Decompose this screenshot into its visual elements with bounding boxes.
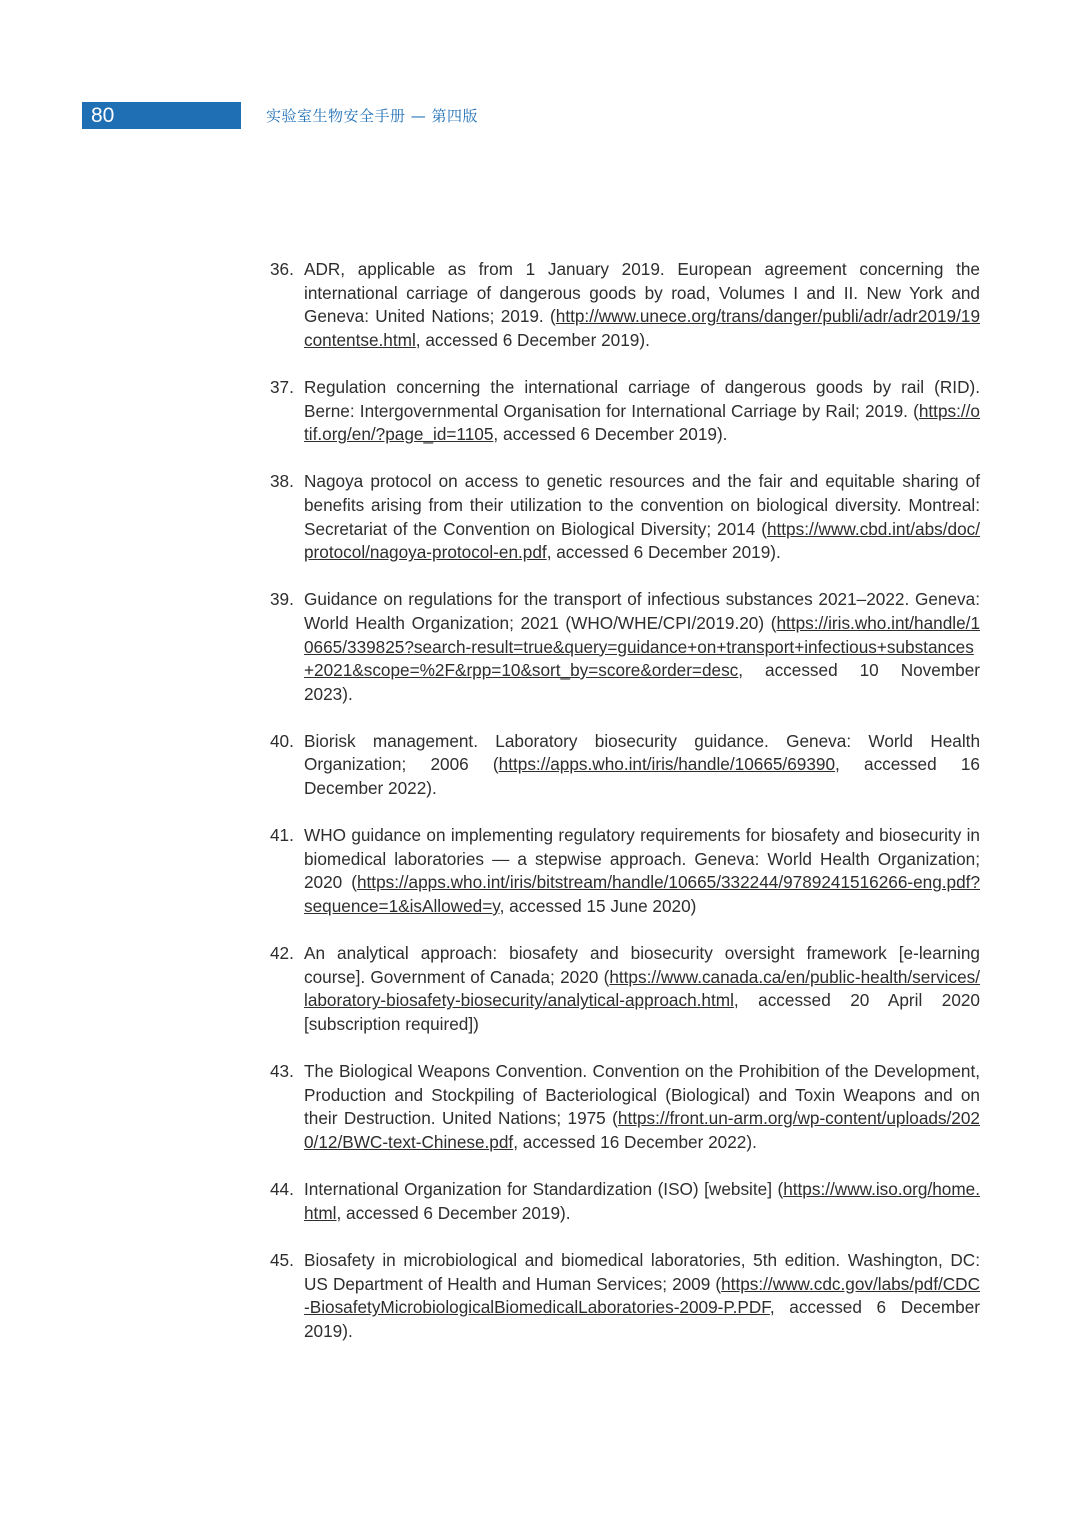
reference-accessed: , accessed 6 December 2019). [336,1202,571,1223]
reference-text: WHO guidance on implementing regulatory requirements for biosafety and biosecurity in biomedical laboratories — a stepwise approach. Geneva: World Health Organization; 2020 ( [304,825,980,893]
reference-number: 41. [270,825,294,846]
reference-text: Regulation concerning the international carriage of dangerous goods by rail (RID). Berne: Intergovernmental Organisation for International Carriage by Rail; 2019. ( [304,376,980,421]
reference-link[interactable]: https://apps.who.int/iris/bitstream/handle/10665/332244/9789241516266-eng.pdf?sequence=1&isAllowed=y [304,872,980,917]
reference-text: The Biological Weapons Convention. Convention on the Prohibition of the Development, Production and Stockpiling of Bacteriological (Biological) and Toxin Weapons and on their Destruction. United Nations; 1975 ( [304,1061,980,1129]
reference-link[interactable]: https://otif.org/en/?page_id=1105 [304,400,980,445]
reference-accessed: , accessed 16 December 2022). [513,1131,757,1152]
reference-accessed: , accessed 6 December 2019). [415,329,650,350]
running-title: 实验室生物安全手册 — 第四版 [266,107,479,125]
reference-link[interactable]: http://www.unece.org/trans/danger/publi/adr/adr2019/19contentse.html [304,306,980,350]
reference-text: Guidance on regulations for the transport of infectious substances 2021–2022. Geneva: World Health Organization; 2021 (WHO/WHE/CPI/2019.20) ( [304,589,980,633]
reference-link[interactable]: https://www.canada.ca/en/public-health/services/laboratory-biosafety-biosecurity/analytical-approach.html [304,966,980,1011]
reference-accessed: , accessed 10 November 2023). [304,660,980,704]
reference-text: Nagoya protocol on access to genetic resources and the fair and equitable sharing of benefits arising from their utilization to the convention on biological diversity. Montreal: Secretariat of the Convention on Biological Diversity; 2014 ( [304,471,980,539]
reference-accessed: , accessed 6 December 2019). [304,1297,980,1341]
reference-accessed: , accessed 15 June 2020) [499,896,697,917]
reference-number: 40. [270,730,294,751]
reference-text: International Organization for Standardization (ISO) [website] ( [304,1179,784,1200]
reference-item-44 [268,1178,980,1225]
reference-number: 42. [270,943,294,964]
page-number: 80 [82,102,241,129]
reference-number: 36. [270,259,294,279]
reference-accessed: , accessed 16 December 2022). [304,754,980,799]
reference-text: Biosafety in microbiological and biomedical laboratories, 5th edition. Washington, DC: US Department of Health and Human Services; 2009 ( [304,1249,980,1294]
reference-text: Biorisk management. Laboratory biosecurity guidance. Geneva: World Health Organization; 2006 ( [304,730,980,775]
reference-list [268,258,980,1367]
reference-number: 43. [270,1061,294,1082]
reference-number: 38. [270,471,294,492]
reference-number: 45. [270,1249,294,1270]
reference-item-36 [268,258,980,352]
page-header [0,0,1080,140]
reference-item-37 [268,376,980,447]
reference-item-39 [268,588,980,706]
reference-accessed: , accessed 20 April 2020 [subscription required]) [304,990,980,1034]
reference-number: 37. [270,376,294,397]
reference-accessed: , accessed 6 December 2019). [546,542,781,563]
reference-link[interactable]: https://front.un-arm.org/wp-content/uploads/2020/12/BWC-text-Chinese.pdf [304,1108,980,1152]
reference-link[interactable]: https://iris.who.int/handle/10665/339825?search-result=true&query=guidance+on+transport+infectious+substances+2021&scope=%2F&rpp=10&sort_by=score&order=desc [304,612,980,681]
reference-item-38 [268,470,980,564]
reference-number: 44. [270,1179,294,1200]
reference-item-45 [268,1249,980,1343]
reference-item-40 [268,730,980,801]
reference-item-43 [268,1060,980,1154]
reference-text: ADR, applicable as from 1 January 2019. European agreement concerning the international carriage of dangerous goods by road, Volumes I and II. New York and Geneva: United Nations; 2019. ( [304,259,980,327]
reference-item-41 [268,824,980,918]
reference-link[interactable]: https://apps.who.int/iris/handle/10665/69390 [498,754,836,775]
reference-item-42 [268,942,980,1036]
reference-link[interactable]: https://www.iso.org/home.html [304,1179,980,1223]
reference-text: An analytical approach: biosafety and biosecurity oversight framework [e-learning course]. Government of Canada; 2020 ( [304,943,980,987]
reference-link[interactable]: https://www.cdc.gov/labs/pdf/CDC-BiosafetyMicrobiologicalBiomedicalLaboratories-2009-P.PDF [304,1273,980,1318]
reference-number: 39. [270,589,294,610]
reference-link[interactable]: https://www.cbd.int/abs/doc/protocol/nagoya-protocol-en.pdf [304,518,980,563]
reference-accessed: , accessed 6 December 2019). [493,424,728,445]
